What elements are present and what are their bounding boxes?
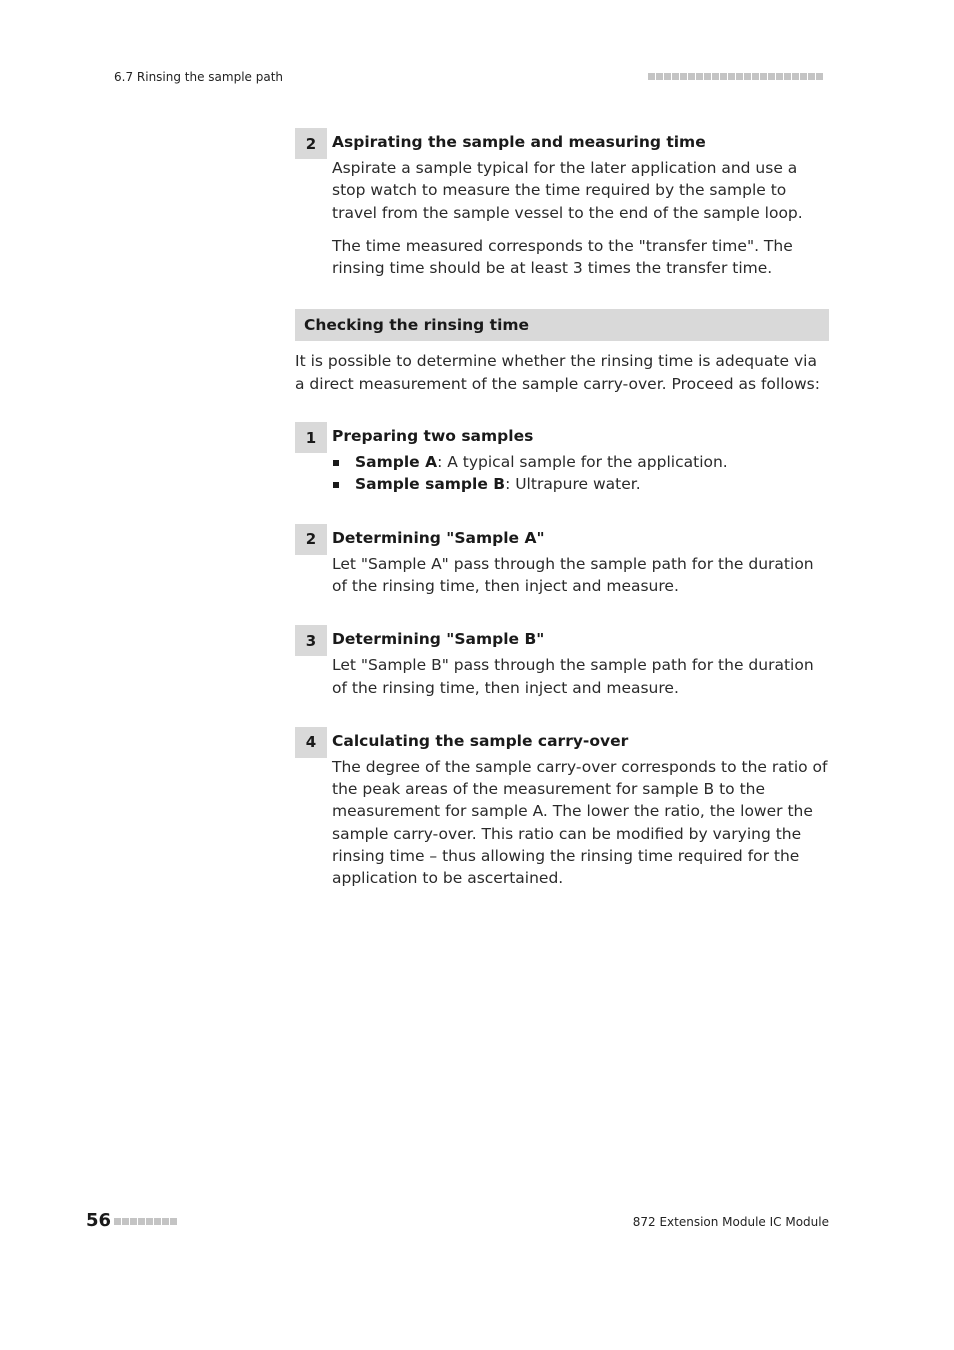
step-title: Determining "Sample B" — [332, 630, 545, 649]
page-number: 56 — [86, 1210, 112, 1231]
step-number: 4 — [295, 727, 327, 758]
running-header-section: 6.7 Rinsing the sample path — [114, 70, 284, 84]
header-decoration-dots — [648, 73, 823, 80]
step-title: Determining "Sample A" — [332, 528, 545, 547]
list-item — [332, 451, 829, 473]
list-item — [332, 473, 829, 495]
footer-decoration-dots — [114, 1218, 177, 1225]
step-title: Preparing two samples — [332, 427, 534, 446]
step-title: Calculating the sample carry-over — [332, 731, 629, 750]
step-number: 1 — [295, 422, 327, 453]
footer-product-name: 872 Extension Module IC Module — [632, 1215, 829, 1229]
bullet-text: : A typical sample for the application. — [437, 453, 728, 472]
step-determining-sample-b — [295, 625, 829, 699]
bullet-square-icon — [333, 482, 339, 488]
step-paragraph: The time measured corresponds to the "transfer time". The rinsing time should be at least 3 times the transfer time. — [332, 236, 793, 278]
page-content — [295, 128, 829, 918]
step-title: Aspirating the sample and measuring time — [332, 133, 706, 151]
step-preparing-samples — [295, 422, 829, 496]
section-intro: It is possible to determine whether the rinsing time is adequate via a direct measurement of the sample carry-over. Proceed as follows: — [295, 352, 820, 393]
step-calculating-carry-over — [295, 727, 829, 890]
step-paragraph: Let "Sample A" pass through the sample path for the duration of the rinsing time, then inject and measure. — [332, 554, 814, 595]
bullet-term: Sample sample B — [355, 475, 506, 494]
step-number: 3 — [295, 625, 327, 656]
bullet-text: : Ultrapure water. — [505, 475, 641, 494]
step-number: 2 — [295, 524, 327, 555]
step-number: 2 — [295, 128, 327, 159]
step-paragraph: Let "Sample B" pass through the sample path for the duration of the rinsing time, then inject and measure. — [332, 656, 814, 697]
bullet-term: Sample A — [355, 453, 438, 472]
bullet-list — [332, 451, 829, 496]
section-heading: Checking the rinsing time — [295, 309, 829, 341]
step-paragraph: Aspirate a sample typical for the later application and use a stop watch to measure the time required by the sample to travel from the sample vessel to the end of the sample loop. — [332, 159, 803, 222]
step-determining-sample-a — [295, 524, 829, 598]
step-aspirating — [295, 128, 829, 279]
bullet-square-icon — [333, 460, 339, 466]
step-paragraph: The degree of the sample carry-over corresponds to the ratio of the peak areas of the measurement for sample B to the measurement for sample A. The lower the ratio, the lower the sample carry-over. This ratio can be modified by varying the rinsing time – thus allowing the rinsing time required for the application to be ascertained. — [332, 757, 828, 888]
